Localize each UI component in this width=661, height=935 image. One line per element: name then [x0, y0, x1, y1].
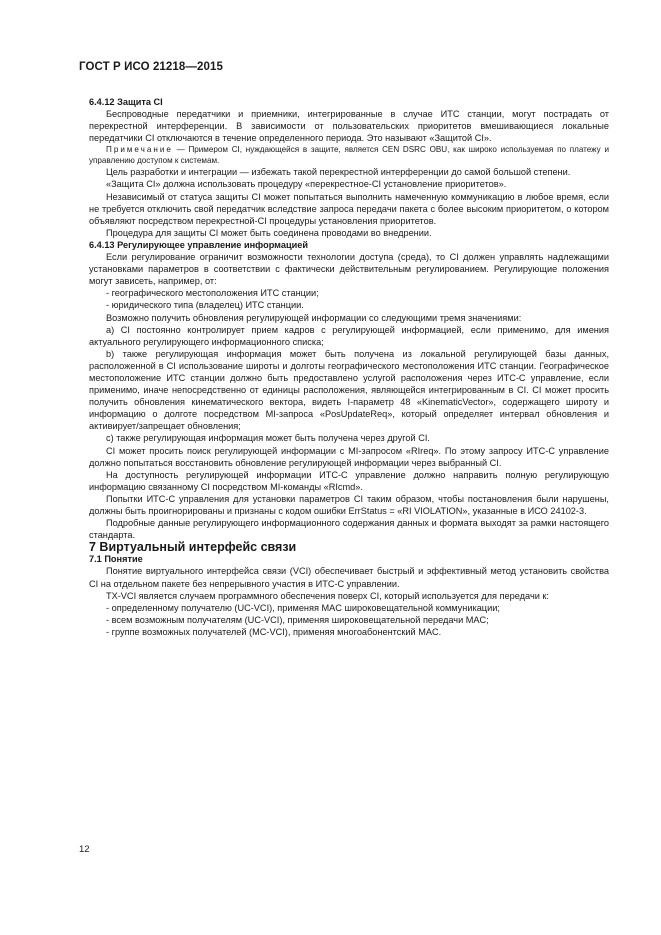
paragraph: Независимый от статуса защиты CI может попытаться выполнить намеченную коммуникацию в любое время, если не требуется отключить свой передатчик вследствие запроса передачи пакета с более высоким приоритетом, о котором объявляют посредством перекрестной-CI процедуры установления приоритетов.	[89, 191, 609, 226]
paragraph: «Защита CI» должна использовать процедуру «перекрестное-CI установление приоритетов».	[106, 179, 507, 190]
paragraph: Попытки ИТС-С управления для установки параметров CI таким образом, чтобы постановления были нарушены, должны быть проигнорированы и признаны с кодом ошибки ErrStatus = «RI VIOLATION», указанные в ИСО 24102-3.	[89, 493, 609, 516]
page-number: 12	[79, 844, 90, 855]
paragraph: Возможно получить обновления регулирующей информации со следующими тремя значениями:	[106, 312, 522, 323]
paragraph: TX-VCI является случаем программного обеспечения поверх CI, который используется для передачи к:	[106, 590, 549, 601]
list-item-b: b) также регулирующая информация может быть получена из локальной регулирующей базы данных, расположенной в CI использование широты и долготы географического местоположения ИТС станции. Географическое местоположение ИТС станции должно быть предоставлено услугой расположения через ИТС-С управление, если применимо, иначе непосредственно от единицы расположения, являющейся интегрированным в CI. CI может просить получить обновления кинематического вектора, видеть I-параметр 48 «KinematicVector», содержащего широту и информацию о долготе посредством MI-запроса «PosUpdateReq», который определяет интервал обновления и активирует/запрещает обновления;	[89, 348, 609, 432]
list-item: - юридического типа (владелец) ИТС станции.	[106, 300, 304, 311]
list-item: - группе возможных получателей (MC-VCI), применяя многоабонентский MAC.	[106, 626, 442, 637]
paragraph: CI может просить поиск регулирующей информации с MI-запросом «RIreq». По этому запросу ИТС-С управление должно попытаться восстановить обновление регулирующей информации через выбранный CI.	[89, 445, 609, 468]
section-7-title: 7 Виртуальный интерфейс связи	[89, 540, 297, 555]
paragraph: Если регулирование ограничит возможности технологии доступа (среда), то CI должен управлять надлежащими установками параметров в соответствии с фактически действительным регулированием. Регулирующие положения могут зависеть, например, от:	[89, 252, 609, 287]
section-6-4-12-title: 6.4.12 Защита CI	[89, 97, 163, 107]
list-item: - всем возможным получателям (UC-VCI), применяя широковещательной передачи MAC;	[106, 614, 489, 625]
list-item-a: а) CI постоянно контролирует прием кадров с регулирующей информацией, если применимо, для имения актуального регулирующего информационного списка;	[89, 324, 609, 347]
paragraph: Беспроводные передатчики и приемники, интегрированные в случае ИТС станции, могут пострадать от перекрестной интерференции. В зависимости от пользовательских приоритетов вмешивающиеся локальные передатчики CI отключаются в течение определенного периода. Это называют «Защитой CI».	[89, 109, 609, 144]
note-text: — Примером CI, нуждающейся в защите, является CEN DSRC OBU, как широко используемая по платежу и управлению доступом к системам.	[89, 145, 609, 166]
paragraph: Понятие виртуального интерфейса связи (VCI) обеспечивает быстрый и эффективный метод установить свойства CI на отдельном пакете без непрерывного участия в ИТС-С управлении.	[89, 566, 609, 589]
note-label: Примечание	[106, 145, 173, 155]
paragraph: Цель разработки и интеграции — избежать такой перекрестной интерференции до самой большой степени.	[106, 167, 571, 178]
paragraph: На доступность регулирующей информации ИТС-С управление должно направить полную регулирующую информацию связанному CI посредством MI-команды «RIcmd».	[89, 469, 609, 492]
note	[89, 144, 609, 166]
list-item: - географического местоположения ИТС станции;	[106, 288, 319, 299]
paragraph: Подробные данные регулирующего информационного содержания данных и формата выходят за рамки настоящего стандарта.	[89, 518, 609, 541]
section-6-4-13-title: 6.4.13 Регулирующее управление информацией	[89, 239, 309, 250]
list-item-c: c) также регулирующая информация может быть получена через другой CI.	[106, 433, 430, 444]
section-7-1-title: 7.1 Понятие	[89, 554, 143, 565]
document-body	[89, 96, 609, 638]
list-item: - определенному получателю (UC-VCI), применяя MAC широковещательной коммуникации;	[106, 602, 500, 613]
page-header-standard: ГОСТ Р ИСО 21218—2015	[79, 61, 224, 73]
paragraph: Процедура для защиты CI может быть соединена проводами во внедрении.	[106, 227, 432, 238]
